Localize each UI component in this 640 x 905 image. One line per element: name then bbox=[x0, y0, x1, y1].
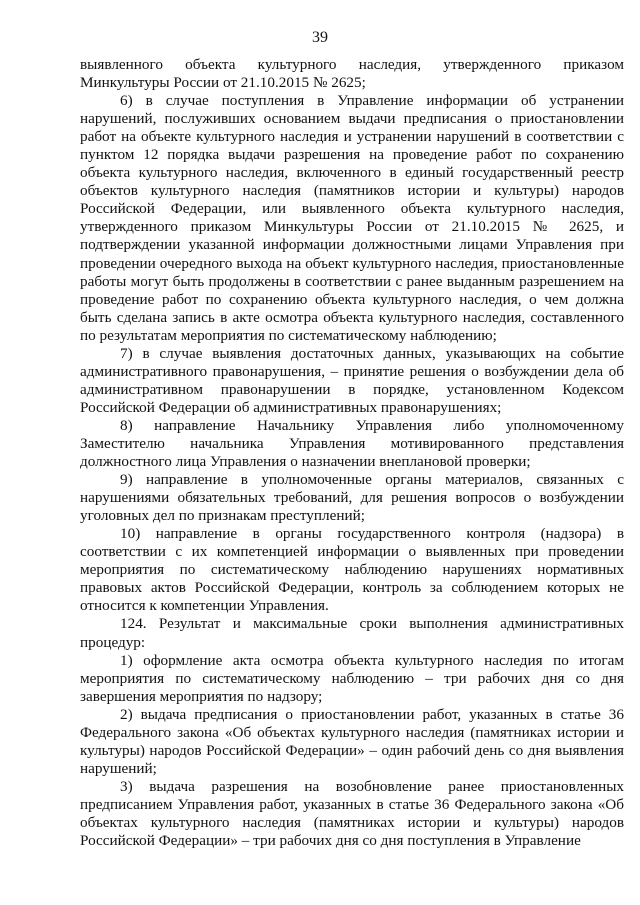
paragraph-item-7: 7) в случае выявления достаточных данных, указывающих на событие административного правонарушения, – принятие решения о возбуждении дела об административном правонарушении в порядке, установленном Кодексом Российской Федерации об административных правонарушениях; bbox=[80, 344, 624, 416]
paragraph-item-6: 6) в случае поступления в Управление информации об устранении нарушений, послуживших основанием выдачи предписания о приостановлении работ на объекте культурного наследия и устранении нарушений в соответствии с пунктом 12 порядка выдачи разрешения на проведение работ по сохранению объекта культурного наследия, включенного в единый государственный реестр объектов культурного наследия (памятников истории и культуры) народов Российской Федерации, или выявленного объекта культурного наследия, утвержденного приказом Минкультуры России от 21.10.2015 № 2625, и подтверждении указанной информации должностными лицами Управления при проведении очередного выхода на объект культурного наследия, приостановленные работы могут быть продолжены в соответствии с ранее выданным разрешением на проведение работ по сохранению объекта культурного наследия, о чем должна быть сделана запись в акте осмотра объекта культурного наследия, составленного по результатам мероприятия по систематическому наблюдению; bbox=[80, 92, 624, 344]
paragraph-result-3: 3) выдача разрешения на возобновление ранее приостановленных предписанием Управления работ, указанных в статье 36 Федерального закона «Об объектах культурного наследия (памятниках истории и культуры) народов Российской Федерации» – три рабочих дня со дня поступления в Управление bbox=[80, 777, 624, 850]
page-number: 39 bbox=[312, 29, 328, 46]
paragraph-result-1: 1) оформление акта осмотра объекта культурного наследия по итогам мероприятия по систематическому наблюдению – три рабочих дня со дня завершения мероприятия по надзору; bbox=[80, 651, 624, 705]
paragraph-item-10: 10) направление в органы государственного контроля (надзора) в соответствии с их компетенцией информации о выявленных при проведении мероприятия по систематическому наблюдению нарушениях нормативных правовых актов Российской Федерации, контроль за соблюдением которых не относится к компетенции Управления. bbox=[80, 525, 624, 615]
paragraph-continuation: выявленного объекта культурного наследия, утвержденного приказом Минкультуры России от 21.10.2015 № 2625; bbox=[80, 56, 624, 92]
paragraph-item-8: 8) направление Начальнику Управления либо уполномоченному Заместителю начальника Управления мотивированного представления должностного лица Управления о назначении внеплановой проверки; bbox=[80, 416, 624, 471]
paragraph-section-124: 124. Результат и максимальные сроки выполнения административных процедур: bbox=[80, 615, 624, 651]
paragraph-result-2: 2) выдача предписания о приостановлении работ, указанных в статье 36 Федерального закона «Об объектах культурного наследия (памятниках истории и культуры) народов Российской Федерации» – один рабочий день со дня выявления нарушений; bbox=[80, 705, 624, 777]
document-body bbox=[80, 56, 624, 850]
paragraph-item-9: 9) направление в уполномоченные органы материалов, связанных с нарушениями обязательных требований, для решения вопросов о возбуждении уголовных дел по признакам преступлений; bbox=[80, 471, 624, 525]
